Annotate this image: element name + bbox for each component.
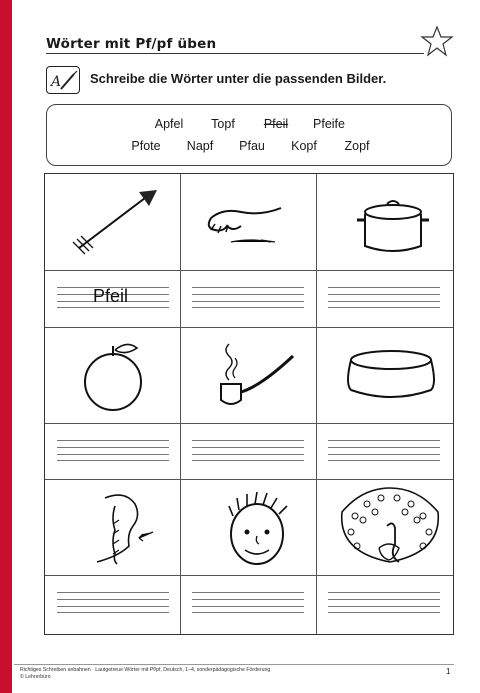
word-item: Pfeife bbox=[313, 117, 345, 131]
word-bank bbox=[46, 104, 452, 166]
writing-lines[interactable] bbox=[328, 287, 440, 307]
task-instruction: Schreibe die Wörter unter die passenden Bilder. bbox=[90, 71, 387, 86]
tobacco-pipe-icon bbox=[209, 336, 305, 416]
writing-lines[interactable] bbox=[192, 287, 304, 307]
page-number: 1 bbox=[446, 667, 451, 676]
head-icon bbox=[213, 490, 303, 570]
footer-source: Richtiges Schreiben anbahnen · Lautgetreue Wörter mit Pf/pf, Deutsch, 1–4, sonderpädagogische Förderung bbox=[20, 667, 271, 673]
writing-lines[interactable] bbox=[328, 592, 440, 612]
word-item: Topf bbox=[211, 117, 235, 131]
page-title: Wörter mit Pf/pf üben bbox=[46, 36, 217, 52]
svg-text:A: A bbox=[51, 74, 62, 90]
writing-lines[interactable] bbox=[57, 592, 169, 612]
word-item: Kopf bbox=[291, 139, 317, 153]
word-item-crossed-out: Pfeil bbox=[263, 117, 289, 131]
braid-icon bbox=[85, 488, 161, 568]
apple-icon bbox=[69, 338, 159, 414]
title-rule bbox=[46, 53, 424, 54]
word-item: Napf bbox=[186, 139, 214, 153]
word-item: Zopf bbox=[344, 139, 370, 153]
writing-lines[interactable] bbox=[57, 440, 169, 460]
arrow-icon bbox=[65, 184, 161, 260]
star-icon bbox=[420, 24, 454, 58]
picture-word-grid bbox=[44, 173, 454, 635]
footer-rule bbox=[14, 664, 454, 665]
pencil-writing-icon bbox=[46, 66, 80, 94]
peacock-icon bbox=[335, 486, 445, 570]
red-margin-bar bbox=[0, 0, 12, 693]
writing-lines[interactable] bbox=[192, 440, 304, 460]
word-item: Pfote bbox=[131, 139, 161, 153]
footer-copyright: © Lehrerbüro bbox=[20, 674, 51, 680]
word-item: Apfel bbox=[154, 117, 184, 131]
word-item: Pfau bbox=[239, 139, 265, 153]
paw-icon bbox=[201, 188, 297, 258]
writing-lines[interactable] bbox=[192, 592, 304, 612]
pot-icon bbox=[345, 186, 441, 260]
bowl-icon bbox=[341, 344, 441, 410]
writing-lines[interactable] bbox=[328, 440, 440, 460]
example-answer: Pfeil bbox=[93, 286, 129, 306]
